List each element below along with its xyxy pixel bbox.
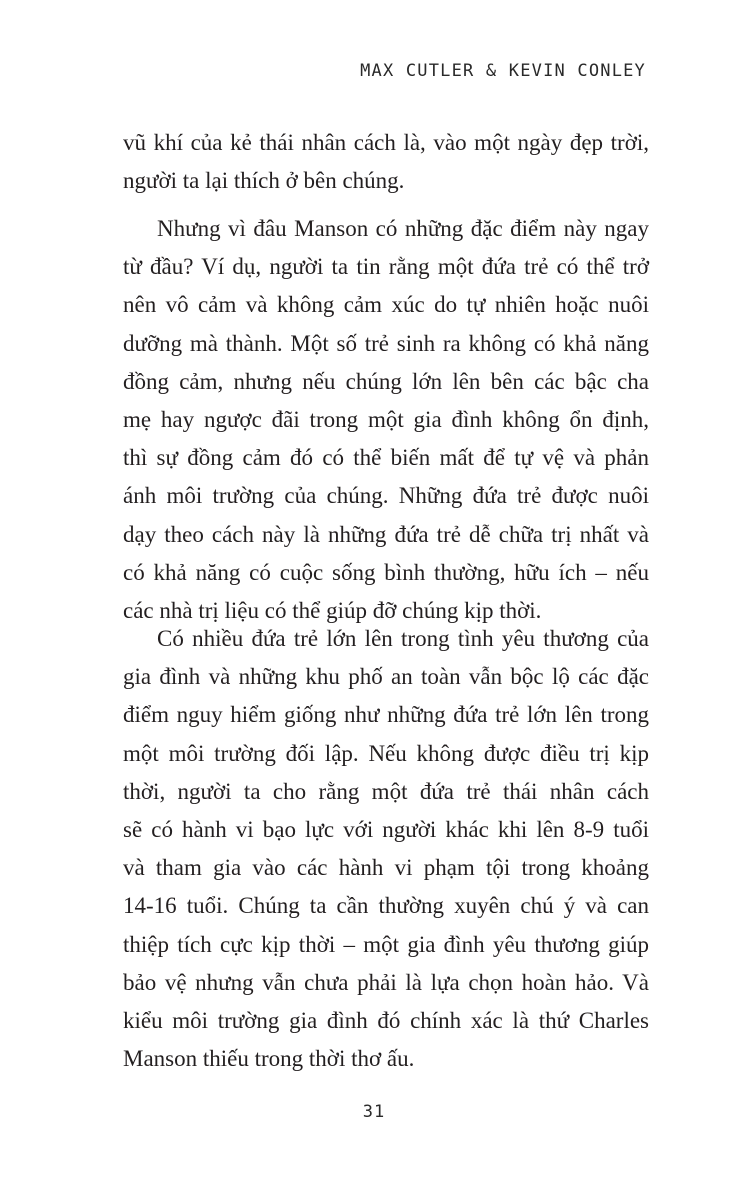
text-line: các nhà trị liệu có thể giúp đỡ chúng kịp thời.	[123, 598, 542, 624]
text-line: nên vô cảm và không cảm xúc do tự nhiên hoặc nuôi	[123, 292, 649, 318]
text-line: từ đầu? Ví dụ, người ta tin rằng một đứa trẻ có thể trở	[123, 254, 649, 280]
text-line: và tham gia vào các hành vi phạm tội trong khoảng	[123, 855, 649, 881]
text-line: 14-16 tuổi. Chúng ta cần thường xuyên chú ý và can	[123, 893, 649, 919]
text-line: điểm nguy hiểm giống như những đứa trẻ lớn lên trong	[123, 702, 649, 728]
page-number: 31	[362, 1102, 386, 1122]
text-line: ánh môi trường của chúng. Những đứa trẻ được nuôi	[123, 483, 649, 509]
text-line: một môi trường đối lập. Nếu không được điều trị kịp	[123, 740, 649, 766]
text-line: có khả năng có cuộc sống bình thường, hữu ích – nếu	[123, 559, 649, 585]
running-header: MAX CUTLER & KEVIN CONLEY	[360, 61, 646, 81]
text-line: Manson thiếu trong thời thơ ấu.	[123, 1046, 415, 1072]
text-line: Nhưng vì đâu Manson có những đặc điểm này ngay	[157, 216, 649, 241]
text-line: dưỡng mà thành. Một số trẻ sinh ra không có khả năng	[123, 330, 649, 356]
paragraph-1	[123, 124, 649, 200]
text-line: Có nhiều đứa trẻ lớn lên trong tình yêu thương của	[157, 626, 649, 651]
text-line: thời, người ta cho rằng một đứa trẻ thái nhân cách	[123, 778, 649, 804]
text-line: dạy theo cách này là những đứa trẻ dễ chữa trị nhất và	[123, 521, 649, 547]
text-line: gia đình và những khu phố an toàn vẫn bộc lộ các đặc	[123, 664, 649, 690]
text-line: người ta lại thích ở bên chúng.	[123, 168, 405, 194]
text-line: kiểu môi trường gia đình đó chính xác là thứ Charles	[123, 1008, 649, 1034]
paragraph-3	[123, 620, 649, 1078]
text-line: mẹ hay ngược đãi trong một gia đình không ổn định,	[123, 407, 649, 433]
text-line: thì sự đồng cảm đó có thể biến mất để tự vệ và phản	[123, 445, 649, 471]
text-line: thiệp tích cực kịp thời – một gia đình yêu thương giúp	[123, 931, 649, 957]
text-line: bảo vệ nhưng vẫn chưa phải là lựa chọn hoàn hảo. Và	[123, 969, 649, 995]
text-line: đồng cảm, nhưng nếu chúng lớn lên bên các bậc cha	[123, 368, 649, 394]
text-line: sẽ có hành vi bạo lực với người khác khi lên 8-9 tuổi	[123, 817, 649, 843]
text-line: vũ khí của kẻ thái nhân cách là, vào một ngày đẹp trời,	[123, 130, 649, 155]
paragraph-2	[123, 210, 649, 630]
